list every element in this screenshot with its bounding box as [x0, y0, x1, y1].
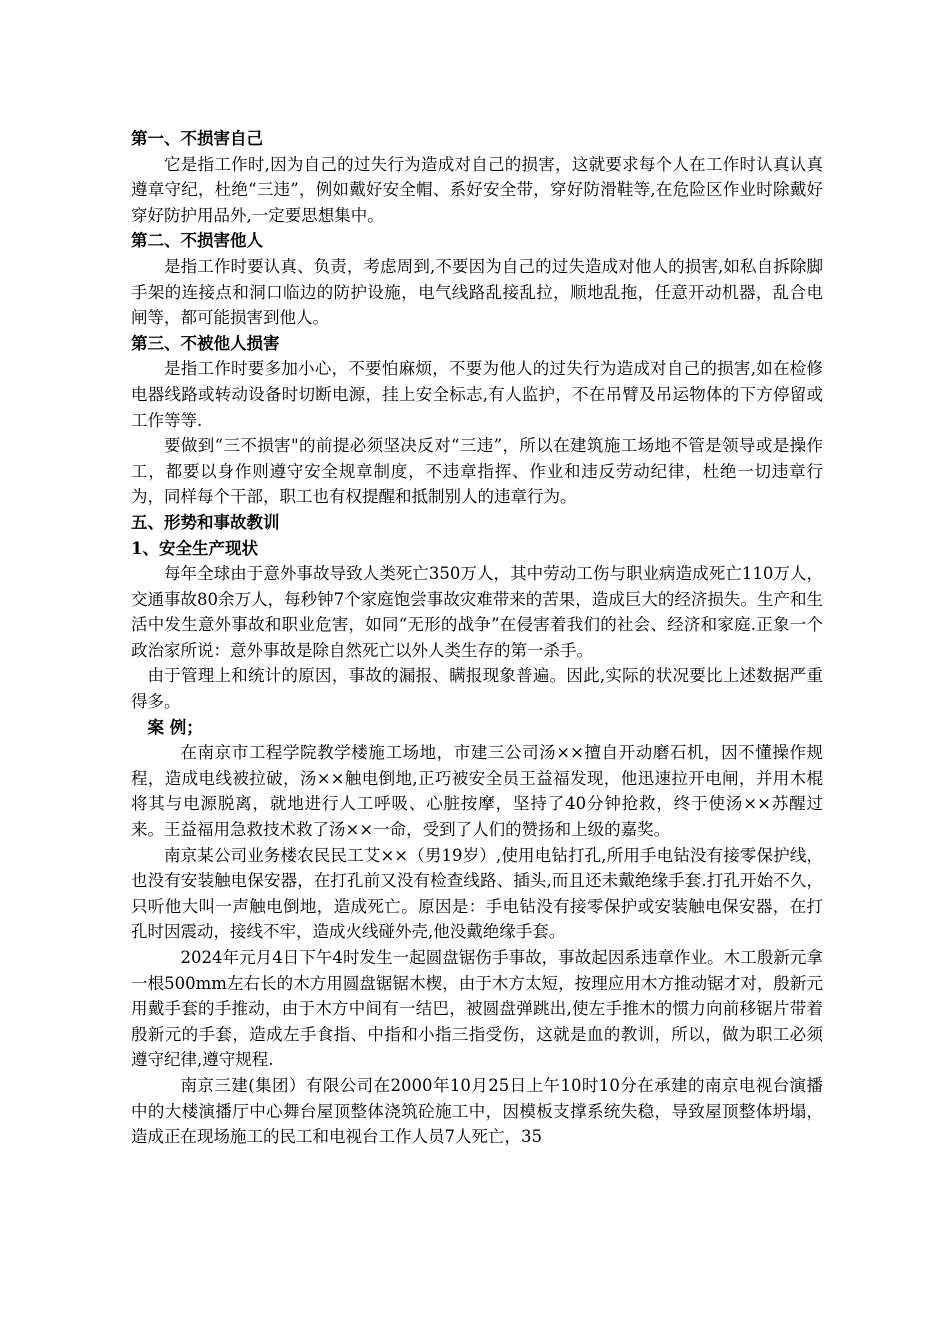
- para-not-harm-self: 它是指工作时,因为自己的过失行为造成对自己的损害，这就要求每个人在工作时认真认真遵章守纪，杜绝“三违”，例如戴好安全帽、系好安全带，穿好防滑鞋等,在危险区作业时除戴好穿好防护用品外,一定要思想集中。: [131, 154, 823, 225]
- para-underreporting: 由于管理上和统计的原因，事故的漏报、瞒报现象普遍。因此,实际的状况要比上述数据严重得多。: [131, 666, 823, 712]
- para-case-roof-collapse: 南京三建(集团）有限公司在2000年10月25日上午10时10分在承建的南京电视台演播中的大楼演播厅中心舞台屋顶整体浇筑砼施工中，因模板支撑系统失稳，导致屋顶整体坍塌，造成正在现场施工的民工和电视台工作人员7人死亡，35: [131, 1075, 823, 1147]
- heading-not-harm-self: 第一、不损害自己: [131, 129, 263, 148]
- document-page: [131, 126, 823, 1150]
- para-case-saw-injury: 2024年元月4日下午4时发生一起圆盘锯伤手事故，事故起因系违章作业。木工殷新元拿一根500mm左右长的木方用圆盘锯锯木楔，由于木方太短，按理应用木方推动锯才对，殷新元用戴手套的手推动，由于木方中间有一结巴，被圆盘弹跳出,使左手推木的惯力向前移锯片带着殷新元的手套，造成左手食指、中指和小指三指受伤，这就是血的教训，所以，做为职工必须遵守纪律,遵守规程.: [131, 948, 823, 1070]
- para-not-harmed-by-others: 是指工作时要多加小心，不要怕麻烦，不要为他人的过失行为造成对自己的损害,如在检修电器线路或转动设备时切断电源，挂上安全标志,有人监护，不在吊臂及吊运物体的下方停留或工作等等.: [131, 359, 823, 430]
- heading-situation-lessons: 五、形势和事故教训: [131, 512, 280, 532]
- para-three-no-harm: 要做到“三不损害"的前提必须坚决反对“三违”，所以在建筑施工场地不管是领导或是操作工，都要以身作则遵守安全规章制度，不违章指挥、作业和违反劳动纪律，杜绝一切违章行为，同样每个干部，职工也有权提醒和抵制别人的违章行为。: [131, 436, 823, 507]
- para-case-electric-shock-rescue: 在南京市工程学院教学楼施工场地，市建三公司汤××擅自开动磨石机，因不懂操作规程，造成电线被拉破，汤××触电倒地,正巧被安全员王益福发现，他迅速拉开电闸，并用木棍将其与电源脱离，就地进行人工呼吸、心脏按摩，坚持了40分钟抢救，终于使汤××苏醒过来。王益福用急救技术救了汤××一命，受到了人们的赞扬和上级的嘉奖。: [131, 743, 823, 840]
- heading-not-harmed-by-others: 第三、不被他人损害: [131, 333, 280, 353]
- case-heading: 案 例；: [147, 717, 203, 737]
- heading-not-harm-others: 第二、不损害他人: [131, 231, 263, 251]
- heading-safety-status: 1、安全生产现状: [131, 538, 258, 558]
- para-not-harm-others: 是指工作时要认真、负责，考虑周到,不要因为自己的过失造成对他人的损害,如私自拆除脚手架的连接点和洞口临边的防护设施，电气线路乱接乱拉，顺地乱拖，任意开动机器，乱合电闸等，都可能损害到他人。: [131, 256, 823, 328]
- para-global-accidents: 每年全球由于意外事故导致人类死亡350万人，其中劳动工伤与职业病造成死亡110万人，交通事故80余万人，每秒钟7个家庭饱尝事故灾难带来的苦果，造成巨大的经济损失。生产和生活中发生意外事故和职业危害，如同“无形的战争”在侵害着我们的社会、经济和家庭.正象一个政治家所说：意外事故是除自然死亡以外人类生存的第一杀手。: [131, 564, 823, 660]
- para-case-drill-death: 南京某公司业务楼农民民工艾××（男19岁）,使用电钻打孔,所用手电钻没有接零保护线，也没有安装触电保安器，在打孔前又没有检查线路、插头,而且还未戴绝缘手套.打孔开始不久，只听他大叫一声触电倒地，造成死亡。原因是：手电钻没有接零保护或安装触电保安器，在打孔时因震动，接线不牢，造成火线碰外壳,他没戴绝缘手套。: [131, 845, 823, 942]
